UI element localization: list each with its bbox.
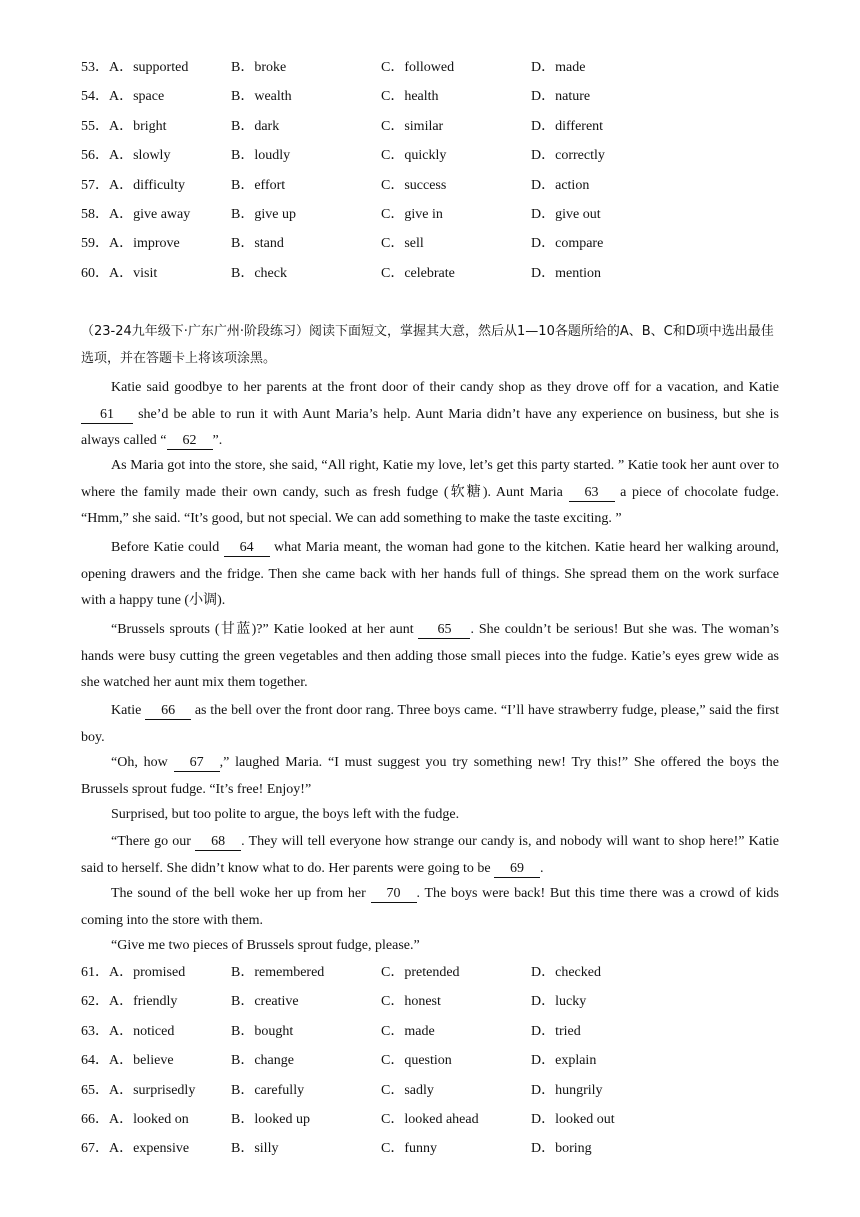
option-b: B．wealth: [231, 89, 292, 105]
blank-61: 61: [81, 406, 133, 424]
option-d: D．compare: [531, 236, 604, 252]
option-d: D．correctly: [531, 148, 605, 164]
blank-68: 68: [195, 833, 241, 851]
option-c: C．health: [381, 89, 439, 105]
option-a: 66．A．looked on: [81, 1112, 189, 1127]
passage-paragraph: “Oh, how 67 ,” laughed Maria. “I must suggest you try something new! Try this!” She offered the boys the Brussels sprout fudge. “It’s free! Enjoy!”: [81, 755, 779, 797]
option-d: D．checked: [531, 965, 601, 980]
passage-paragraph: “Brussels sprouts (甘蓝)?” Katie looked at her aunt 65 . She couldn’t be serious! But she was. The woman’s hands were busy cutting the green vegetables and then adding those small pieces into the fudge. Katie’s eyes grew wide as she watched her aunt mix them together.: [81, 622, 779, 690]
option-d: D．looked out: [531, 1112, 615, 1127]
passage-paragraph: Katie 66 as the bell over the front door rang. Three boys came. “I’ll have strawberry fudge, please,” said the first boy.: [81, 703, 779, 745]
option-d: D．mention: [531, 265, 601, 281]
option-d: D．boring: [531, 1141, 592, 1157]
option-d: D．nature: [531, 89, 591, 105]
option-b: B．check: [231, 265, 287, 281]
option-a: 54．A．space: [81, 89, 165, 105]
option-a: 64．A．believe: [81, 1053, 174, 1069]
option-d: D．explain: [531, 1053, 597, 1069]
option-a: 61．A．promised: [81, 965, 186, 980]
passage-paragraph: Before Katie could 64 what Maria meant, the woman had gone to the kitchen. Katie heard her walking around, opening drawers and the fridge. Then she came back with her hands full of things. She spread them on the work surface with a happy tune (小调).: [81, 540, 779, 608]
blank-70: 70: [371, 885, 417, 903]
option-b: B．looked up: [231, 1112, 310, 1127]
option-d: D．made: [531, 60, 586, 75]
option-a: 58．A．give away: [81, 207, 191, 222]
option-a: 57．A．difficulty: [81, 177, 185, 193]
option-b: B．silly: [231, 1141, 279, 1157]
option-b: B．bought: [231, 1023, 294, 1039]
option-a: 60．A．visit: [81, 265, 158, 281]
option-a: 62．A．friendly: [81, 994, 178, 1010]
option-c: C．followed: [381, 60, 455, 75]
option-b: B．carefully: [231, 1082, 305, 1098]
option-d: D．different: [531, 118, 604, 134]
option-a: 67．A．expensive: [81, 1141, 190, 1157]
option-b: B．stand: [231, 236, 284, 252]
option-d: D．action: [531, 177, 590, 193]
option-b: B．dark: [231, 118, 280, 134]
option-b: B．give up: [231, 207, 296, 222]
option-c: C．sadly: [381, 1082, 434, 1098]
option-c: C．quickly: [381, 148, 447, 164]
option-b: B．effort: [231, 177, 286, 193]
option-a: 65．A．surprisedly: [81, 1082, 196, 1098]
blank-64: 64: [224, 539, 270, 557]
section-instructions: （23-24九年级下·广东广州·阶段练习）阅读下面短文，掌握其大意，然后从1—10各题所给的A、B、C和D项中选出最佳选项，并在答题卡上将该项涂黑。: [81, 324, 774, 366]
option-c: C．give in: [381, 207, 443, 222]
option-c: C．sell: [381, 236, 424, 252]
option-c: C．celebrate: [381, 265, 455, 281]
option-a: 63．A．noticed: [81, 1023, 175, 1039]
option-c: C．pretended: [381, 965, 460, 980]
option-c: C．question: [381, 1053, 452, 1069]
option-c: C．funny: [381, 1141, 437, 1157]
option-a: 53．A．supported: [81, 60, 189, 75]
blank-69: 69: [494, 860, 540, 878]
passage-paragraph: The sound of the bell woke her up from her 70 . The boys were back! But this time there was a crowd of kids coming into the store with them.: [81, 886, 780, 928]
blank-63: 63: [569, 484, 615, 502]
option-d: D．tried: [531, 1023, 581, 1039]
passage-paragraph: “There go our 68 . They will tell everyone how strange our candy is, and nobody will want to shop here!” Katie said to herself. She didn’t know what to do. Her parents were going to be 69 .: [81, 834, 779, 876]
option-a: 55．A．bright: [81, 118, 167, 134]
option-a: 56．A．slowly: [81, 148, 171, 164]
option-b: B．creative: [231, 994, 299, 1010]
option-d: D．lucky: [531, 994, 587, 1010]
option-c: C．success: [381, 177, 447, 193]
option-c: C．made: [381, 1023, 435, 1039]
blank-65: 65: [418, 621, 470, 639]
passage-paragraph: Surprised, but too polite to argue, the boys left with the fudge.: [111, 807, 460, 822]
blank-67: 67: [174, 754, 220, 772]
passage-paragraph: As Maria got into the store, she said, “All right, Katie my love, let’s get this party started. ” Katie took her aunt over to where the family made their own candy, such as fresh fudge (软糖). Aunt Maria 63 a piece of chocolate fudge. “Hmm,” she said. “It’s good, but not special. We can add something to make the taste exciting. ”: [81, 458, 779, 526]
option-b: B．remembered: [231, 965, 325, 980]
blank-66: 66: [145, 702, 191, 720]
option-d: D．give out: [531, 207, 601, 222]
option-b: B．loudly: [231, 148, 291, 164]
option-c: C．similar: [381, 118, 444, 134]
passage-paragraph: Katie said goodbye to her parents at the front door of their candy shop as they drove off for a vacation, and Katie 61 she’d be able to run it with Aunt Maria’s help. Aunt Maria didn’t have any experience on business, but she is always called “ 62 ”.: [81, 380, 779, 448]
option-d: D．hungrily: [531, 1082, 603, 1098]
passage-paragraph: “Give me two pieces of Brussels sprout fudge, please.”: [111, 938, 420, 953]
option-c: C．honest: [381, 994, 441, 1010]
blank-62: 62: [167, 432, 213, 450]
option-c: C．looked ahead: [381, 1112, 479, 1127]
option-b: B．change: [231, 1053, 294, 1069]
option-a: 59．A．improve: [81, 236, 180, 252]
option-b: B．broke: [231, 60, 287, 75]
